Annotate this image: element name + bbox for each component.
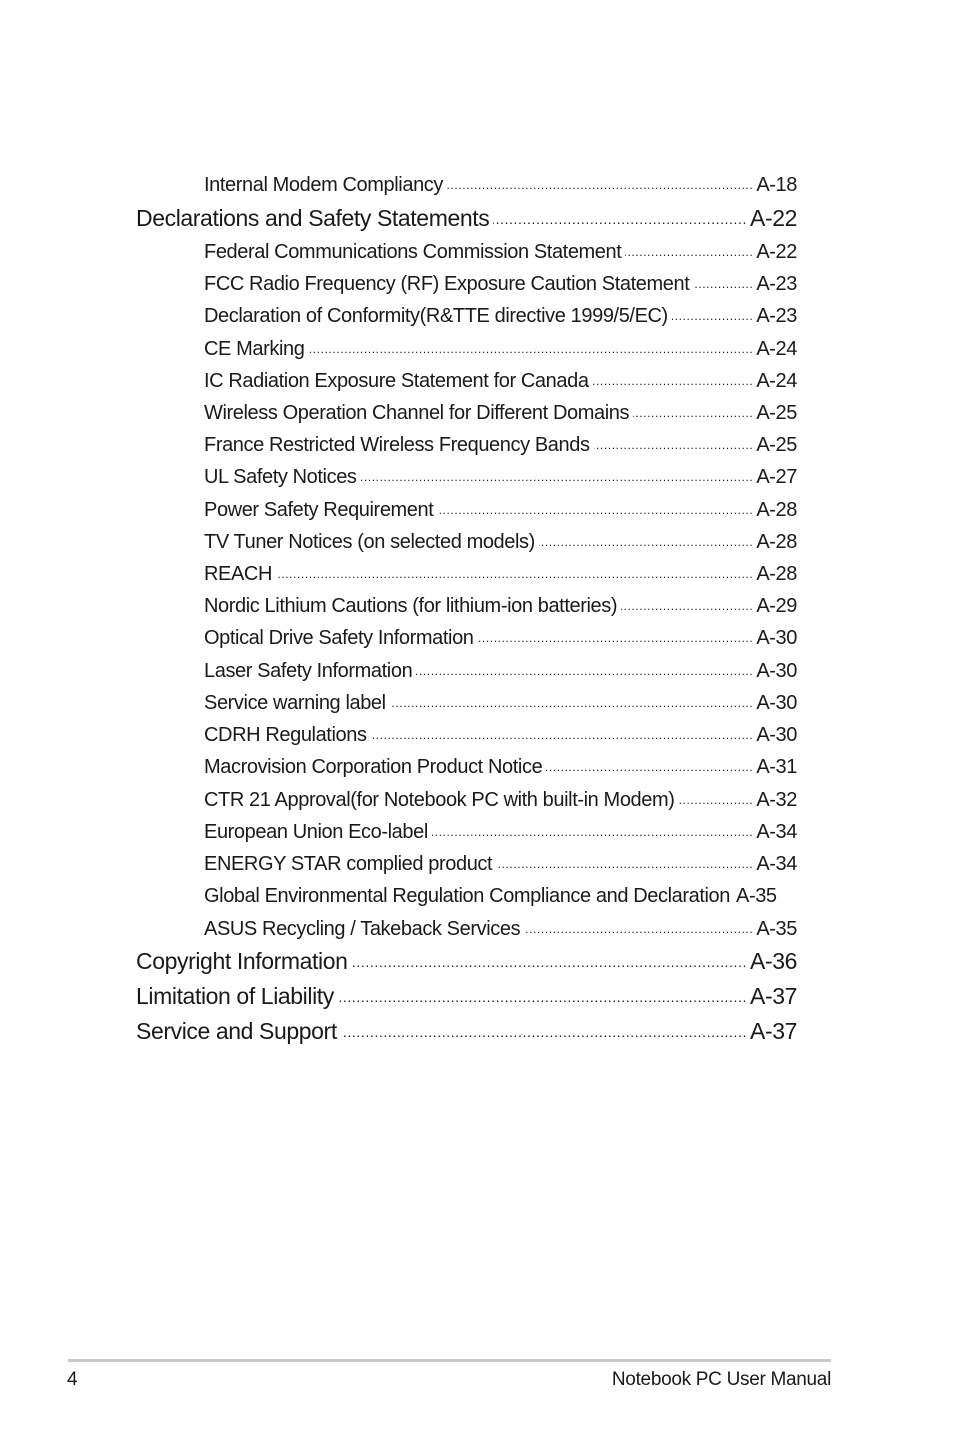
toc-dot-leader	[341, 1016, 747, 1039]
toc-subsection-entry[interactable]	[0, 496, 797, 522]
toc-entry-title: UL Safety Notices	[204, 466, 357, 488]
toc-subsection-entry[interactable]	[0, 721, 797, 747]
toc-entry-title: Declarations and Safety Statements	[136, 205, 490, 231]
toc-dot-leader	[447, 171, 753, 191]
toc-subsection-entry[interactable]	[0, 367, 797, 393]
toc-dot-leader	[496, 850, 753, 870]
toc-entry-title: Macrovision Corporation Product Notice	[204, 756, 543, 778]
toc-entry-page: A-37	[750, 983, 797, 1009]
toc-entry-title: CE Marking	[204, 338, 305, 360]
toc-subsection-entry[interactable]	[0, 528, 797, 554]
toc-entry-title: Limitation of Liability	[136, 983, 334, 1009]
toc-entry-page: A-29	[756, 595, 797, 617]
toc-entry-page: A-30	[756, 627, 797, 649]
toc-subsection-entry[interactable]	[0, 270, 797, 296]
toc-dot-leader	[308, 335, 753, 355]
toc-entry-page: A-22	[750, 205, 797, 231]
toc-subsection-entry[interactable]	[0, 238, 797, 264]
toc-dot-leader	[693, 270, 753, 290]
toc-subsection-entry[interactable]	[0, 592, 797, 618]
toc-entry-title: TV Tuner Notices (on selected models)	[204, 531, 535, 553]
toc-entry-page: A-30	[756, 724, 797, 746]
toc-entry-page: A-23	[756, 273, 797, 295]
toc-entry-page: A-35	[756, 918, 797, 940]
toc-subsection-entry[interactable]	[0, 560, 797, 586]
toc-dot-leader	[546, 753, 753, 773]
toc-entry-title: Nordic Lithium Cautions (for lithium-ion batteries)	[204, 595, 618, 617]
toc-entry-title: France Restricted Wireless Frequency Bands	[204, 434, 590, 456]
toc-subsection-entry[interactable]	[0, 171, 797, 197]
toc-entry-page: A-37	[750, 1018, 797, 1044]
toc-entry-page: A-30	[756, 692, 797, 714]
toc-subsection-entry[interactable]	[0, 850, 797, 876]
toc-section-entry[interactable]	[0, 1016, 797, 1046]
toc-entry-page: A-25	[756, 402, 797, 424]
toc-dot-leader	[679, 786, 754, 806]
toc-entry-title: CTR 21 Approval(for Notebook PC with built-in Modem)	[204, 789, 675, 811]
toc-section-entry[interactable]	[0, 203, 797, 233]
toc-dot-leader	[524, 915, 753, 935]
toc-dot-leader	[621, 592, 753, 612]
toc-subsection-entry[interactable]	[0, 883, 820, 909]
toc-entry-page: A-30	[756, 660, 797, 682]
toc-entry-title: Power Safety Requirement	[204, 499, 434, 521]
toc-dot-leader	[593, 367, 754, 387]
toc-entry-page: A-18	[756, 174, 797, 196]
toc-dot-leader	[351, 946, 747, 969]
toc-subsection-entry[interactable]	[0, 915, 797, 941]
toc-dot-leader	[371, 721, 754, 741]
toc-entry-title: Service and Support	[136, 1018, 337, 1044]
toc-subsection-entry[interactable]	[0, 463, 797, 489]
toc-subsection-entry[interactable]	[0, 431, 797, 457]
toc-entry-title: CDRH Regulations	[204, 724, 367, 746]
toc-subsection-entry[interactable]	[0, 753, 797, 779]
toc-entry-page: A-25	[756, 434, 797, 456]
footer-manual-title: Notebook PC User Manual	[611, 1369, 831, 1390]
toc-entry-title: Global Environmental Regulation Compliance and Declaration	[204, 885, 730, 907]
toc-dot-leader	[594, 431, 754, 451]
toc-subsection-entry[interactable]	[0, 786, 797, 812]
toc-dot-leader	[338, 981, 747, 1004]
toc-dot-leader	[437, 496, 753, 516]
toc-subsection-entry[interactable]	[0, 818, 797, 844]
toc-entry-page: A-34	[756, 821, 797, 843]
toc-entry-title: FCC Radio Frequency (RF) Exposure Caution Statement	[204, 273, 690, 295]
toc-entry-page: A-36	[750, 948, 797, 974]
toc-entry-page: A-35	[736, 885, 777, 907]
toc-dot-leader	[361, 463, 754, 483]
toc-entry-page: A-27	[756, 466, 797, 488]
toc-entry-title: Declaration of Conformity(R&TTE directive 1999/5/EC)	[204, 305, 668, 327]
toc-entry-page: A-31	[756, 756, 797, 778]
toc-entry-page: A-23	[756, 305, 797, 327]
toc-dot-leader	[478, 624, 754, 644]
toc-entry-page: A-32	[756, 789, 797, 811]
toc-entry-page: A-22	[756, 241, 797, 263]
toc-dot-leader	[390, 689, 754, 709]
toc-section-entry[interactable]	[0, 981, 797, 1011]
toc-subsection-entry[interactable]	[0, 335, 797, 361]
toc-dot-leader	[432, 818, 753, 838]
footer-page-number: 4	[67, 1369, 78, 1390]
toc-entry-title: Laser Safety Information	[204, 660, 413, 682]
toc-dot-leader	[625, 238, 753, 258]
toc-entry-page: A-28	[756, 531, 797, 553]
toc-entry-title: REACH	[204, 563, 273, 585]
toc-entry-page: A-34	[756, 853, 797, 875]
toc-dot-leader	[493, 203, 747, 226]
toc-dot-leader	[276, 560, 753, 580]
toc-entry-title: Internal Modem Compliancy	[204, 174, 443, 196]
toc-dot-leader	[633, 399, 753, 419]
toc-entry-title: Service warning label	[204, 692, 386, 714]
toc-entry-title: Copyright Information	[136, 948, 348, 974]
toc-entry-title: ASUS Recycling / Takeback Services	[204, 918, 521, 940]
toc-entry-title: Wireless Operation Channel for Different Domains	[204, 402, 630, 424]
toc-entry-title: Federal Communications Commission Statement	[204, 241, 622, 263]
toc-entry-page: A-28	[756, 563, 797, 585]
toc-subsection-entry[interactable]	[0, 302, 797, 328]
toc-entry-title: European Union Eco-label	[204, 821, 428, 843]
toc-subsection-entry[interactable]	[0, 689, 797, 715]
toc-entry-page: A-28	[756, 499, 797, 521]
toc-subsection-entry[interactable]	[0, 624, 797, 650]
toc-dot-leader	[416, 657, 753, 677]
toc-entry-page: A-24	[756, 370, 797, 392]
toc-section-entry[interactable]	[0, 946, 797, 976]
toc-entry-title: Optical Drive Safety Information	[204, 627, 474, 649]
footer-divider	[68, 1359, 831, 1362]
toc-entry-title: ENERGY STAR complied product	[204, 853, 493, 875]
toc-entry-title: IC Radiation Exposure Statement for Canada	[204, 370, 589, 392]
toc-dot-leader	[672, 302, 754, 322]
toc-dot-leader	[539, 528, 753, 548]
toc-entry-page: A-24	[756, 338, 797, 360]
toc-subsection-entry[interactable]	[0, 657, 797, 683]
toc-subsection-entry[interactable]	[0, 399, 797, 425]
